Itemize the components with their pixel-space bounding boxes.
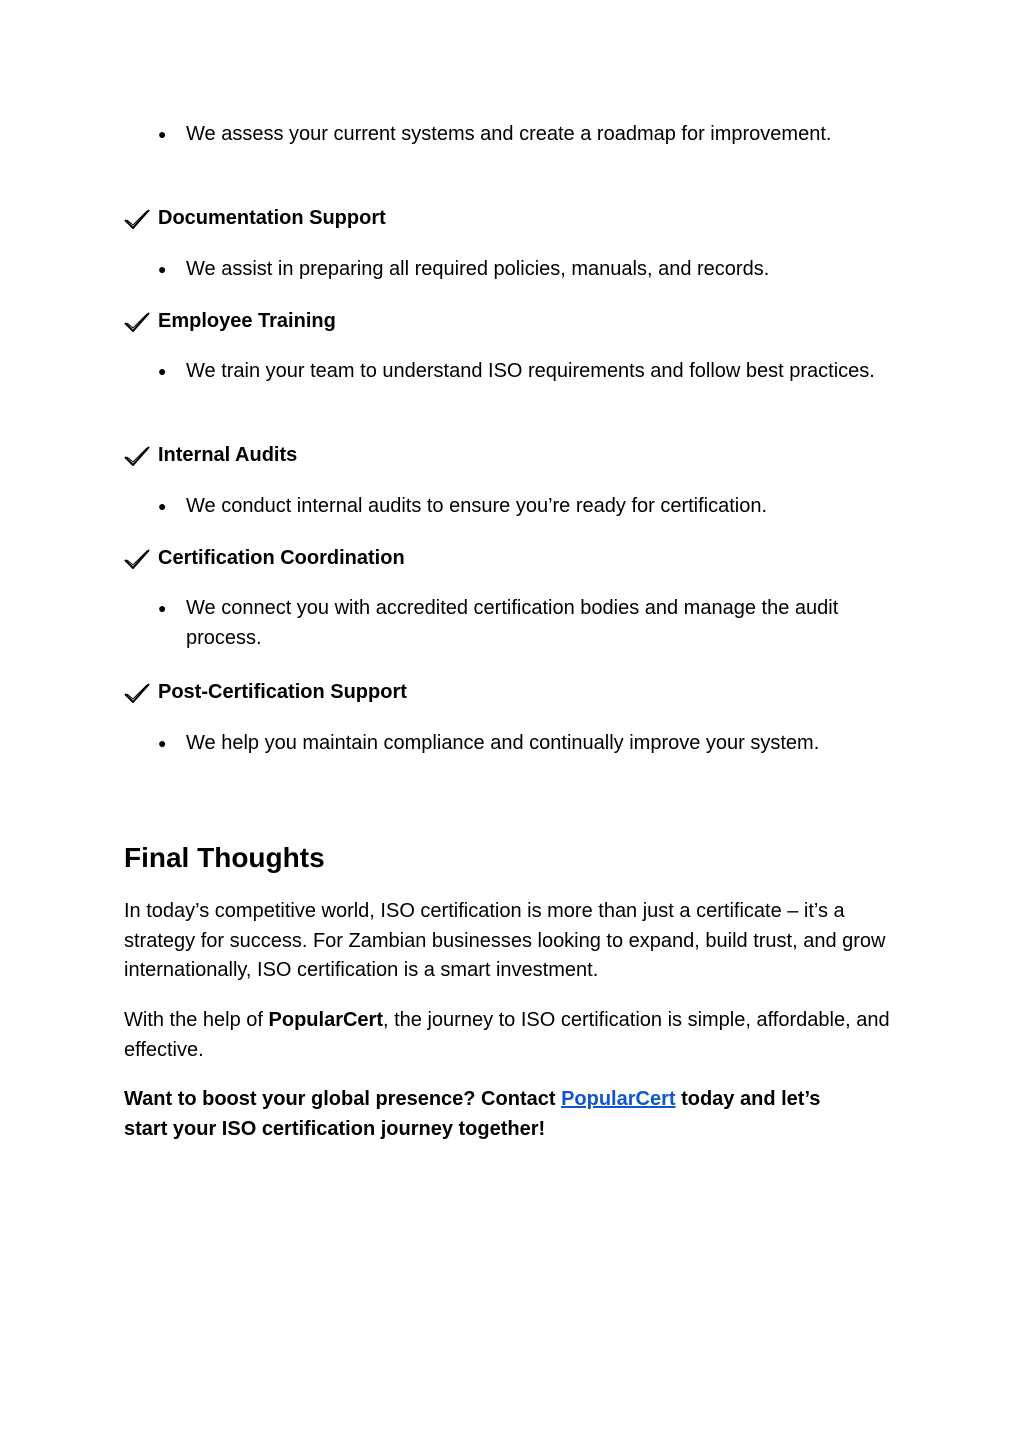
- service-title: Employee Training: [158, 310, 336, 333]
- final-paragraph-2: [124, 1006, 899, 1065]
- list-item-text: We conduct internal audits to ensure you’re ready for certification.: [186, 495, 768, 517]
- paragraph-text: , the journey to ISO certification is simple, affordable, and effective.: [124, 1009, 890, 1061]
- bullet-icon: ●: [158, 600, 167, 616]
- cta-text: today and let’s start your ISO certification journey together!: [124, 1088, 821, 1140]
- popularcert-link[interactable]: PopularCert: [561, 1088, 676, 1110]
- service-heading-internal-audits: [122, 441, 297, 471]
- check-icon: [122, 544, 152, 574]
- service-heading-certification-coordination: [122, 544, 405, 574]
- cta-text: Want to boost your global presence? Contact: [124, 1088, 562, 1110]
- bullet-icon: ●: [158, 261, 167, 277]
- bullet-icon: ●: [158, 735, 167, 751]
- service-title: Documentation Support: [158, 207, 386, 230]
- final-paragraph-1: In today’s competitive world, ISO certification is more than just a certificate – it’s a strategy for success. For Zambian businesses looking to expand, build trust, and grow internationally, ISO certification is a smart investment.: [124, 900, 886, 981]
- check-icon: [122, 307, 152, 337]
- service-title: Post-Certification Support: [158, 681, 407, 704]
- list-item-text: We connect you with accredited certification bodies and manage the audit process.: [186, 597, 839, 649]
- section-title-final-thoughts: Final Thoughts: [124, 842, 325, 873]
- list-item-text: We help you maintain compliance and continually improve your system.: [186, 732, 820, 754]
- service-title: Internal Audits: [158, 444, 298, 467]
- bullet-icon: ●: [158, 498, 167, 514]
- service-title: Certification Coordination: [158, 547, 405, 570]
- list-item-text: We train your team to understand ISO requirements and follow best practices.: [186, 360, 875, 382]
- list-item-text: We assess your current systems and create a roadmap for improvement.: [186, 123, 832, 145]
- list-item-text: We assist in preparing all required policies, manuals, and records.: [186, 258, 770, 280]
- check-icon: [122, 441, 152, 471]
- service-heading-documentation-support: [122, 204, 386, 234]
- brand-name: PopularCert: [268, 1009, 383, 1031]
- check-icon: [122, 204, 152, 234]
- service-heading-employee-training: [122, 307, 336, 337]
- bullet-icon: ●: [158, 363, 167, 379]
- paragraph-text: With the help of: [124, 1009, 269, 1031]
- service-heading-post-certification-support: [122, 678, 407, 708]
- call-to-action: [124, 1085, 864, 1144]
- bullet-icon: ●: [158, 126, 167, 142]
- check-icon: [122, 678, 152, 708]
